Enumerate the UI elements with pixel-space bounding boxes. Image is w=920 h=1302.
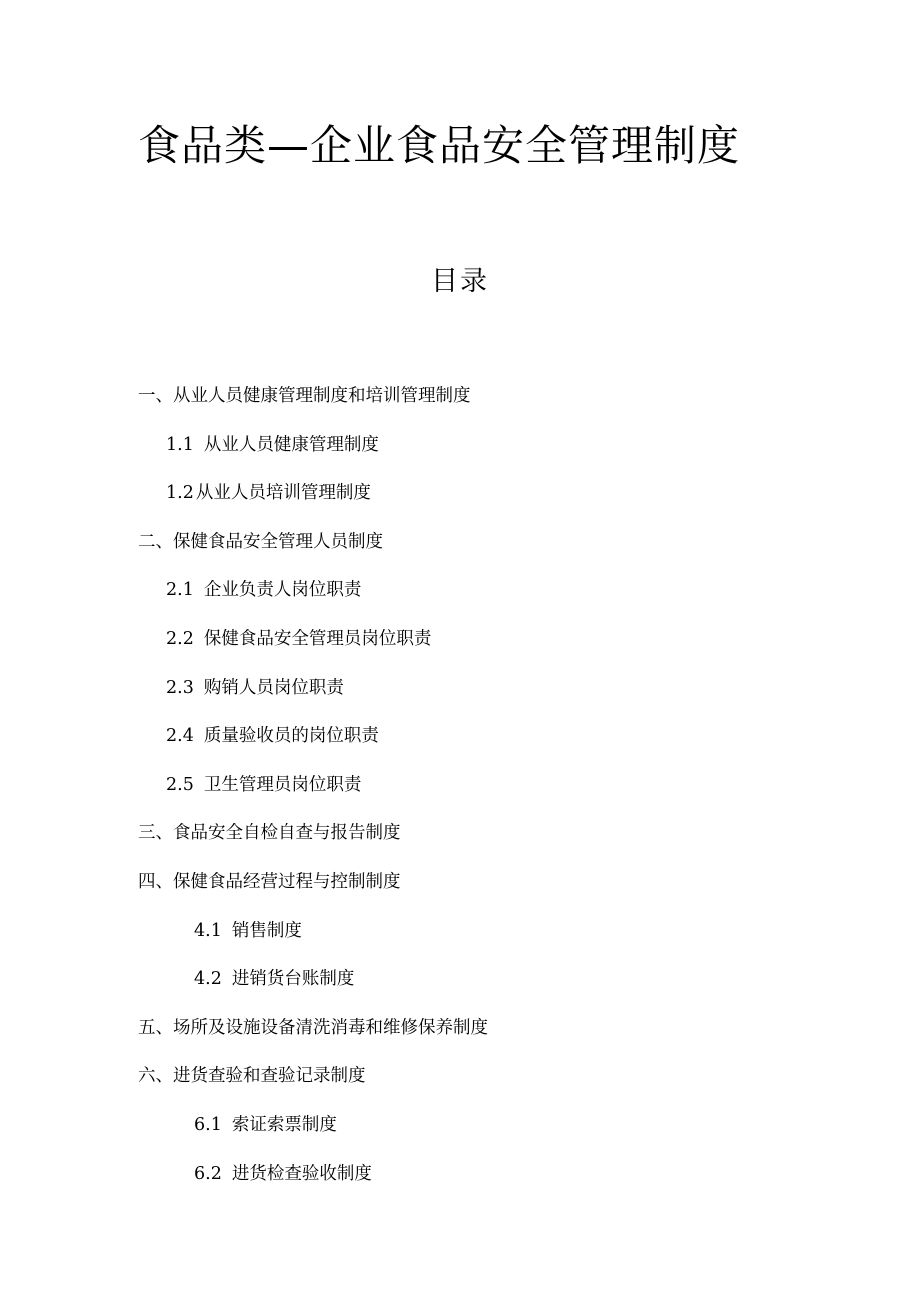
- toc-item-number: 6.1: [194, 1114, 222, 1135]
- toc-item: [0, 623, 920, 672]
- toc-item-text: 质量验收员的岗位职责: [203, 726, 379, 747]
- toc-item: [0, 1060, 920, 1109]
- toc-item: [0, 720, 920, 769]
- toc-item-text: 从业人员健康管理制度: [203, 434, 379, 455]
- toc-item-number: 三、: [138, 823, 173, 844]
- toc-item-text: 进货查验和查验记录制度: [173, 1066, 366, 1087]
- toc-item: [0, 380, 920, 429]
- toc-item-text: 保健食品经营过程与控制制度: [173, 871, 401, 892]
- toc-item: [0, 963, 920, 1012]
- toc-item-number: 1.2: [166, 483, 194, 504]
- toc-item-number: 一、: [138, 386, 173, 406]
- toc-item: [0, 672, 920, 721]
- toc-item: [0, 429, 920, 478]
- toc-item-number: 4.1: [194, 920, 222, 941]
- toc-item-text: 企业负责人岗位职责: [203, 580, 362, 601]
- toc-heading: 目录: [431, 266, 489, 297]
- toc-item: [0, 866, 920, 915]
- toc-item-number: 六、: [138, 1066, 173, 1087]
- toc-item-number: 五、: [138, 1017, 173, 1038]
- toc-item-number: 2.1: [166, 580, 194, 601]
- toc-item-text: 保健食品安全管理人员制度: [173, 531, 383, 552]
- toc-item-number: 2.5: [166, 774, 194, 795]
- toc-item-text: 食品安全自检自查与报告制度: [173, 823, 401, 844]
- toc-item-number: 2.3: [166, 677, 194, 698]
- toc-item: [0, 1158, 920, 1207]
- toc-item: [0, 1012, 920, 1061]
- toc-item-text: 进货检查验收制度: [231, 1163, 372, 1184]
- toc-item-text: 购销人员岗位职责: [203, 677, 344, 698]
- toc-item-number: 1.1: [166, 434, 194, 455]
- toc-item: [0, 526, 920, 575]
- toc-item: [0, 817, 920, 866]
- toc-item-text: 从业人员健康管理制度和培训管理制度: [173, 386, 471, 406]
- toc-item: [0, 574, 920, 623]
- toc-item-number: 2.2: [166, 628, 194, 649]
- toc-item-text: 保健食品安全管理员岗位职责: [203, 628, 432, 649]
- toc-item-text: 索证索票制度: [231, 1114, 337, 1135]
- toc-item-number: 2.4: [166, 726, 194, 747]
- toc-item: [0, 1109, 920, 1158]
- toc-item-text: 从业人员培训管理制度: [195, 483, 371, 504]
- toc-item-text: 场所及设施设备清洗消毒和维修保养制度: [173, 1017, 488, 1038]
- toc-item-text: 进销货台账制度: [231, 969, 355, 990]
- table-of-contents: [0, 380, 920, 1206]
- toc-item-text: 销售制度: [231, 920, 302, 941]
- toc-item: [0, 915, 920, 964]
- toc-item: [0, 477, 920, 526]
- toc-item-number: 4.2: [194, 969, 222, 990]
- toc-item-text: 卫生管理员岗位职责: [203, 774, 362, 795]
- toc-item-number: 6.2: [194, 1163, 222, 1184]
- toc-item-number: 二、: [138, 531, 173, 552]
- toc-item: [0, 769, 920, 818]
- toc-item-number: 四、: [138, 871, 173, 892]
- document-title: 食品类—企业食品安全管理制度: [138, 121, 741, 170]
